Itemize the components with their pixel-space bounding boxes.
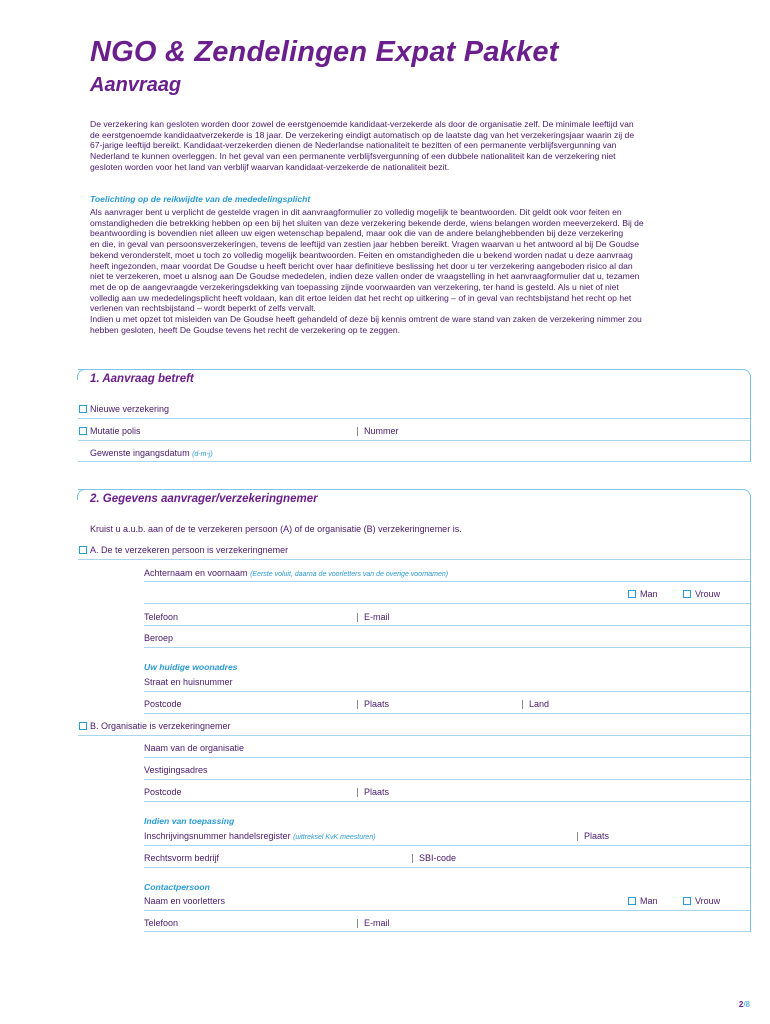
vestigingsadres-field[interactable] [144,779,750,780]
mutatie-polis-checkbox[interactable] [79,427,87,435]
reikwijdte-line: beantwoording is bovendien niet alleen uw eigen wetenschap bepalend, maar ook die van de andere belanghebbenden bij deze verzekering [90,228,624,239]
inschrijving-hint: (uittreksel KvK meesturen) [293,834,376,841]
rechtsvorm-label: Rechtsvorm bedrijf [144,853,220,863]
man-label: Man [640,589,658,599]
field-separator [357,919,358,928]
field-separator [412,854,413,863]
contact-telefoon-email-field[interactable] [144,931,750,932]
org-plaats-label: Plaats [364,787,390,797]
contact-vrouw-label: Vrouw [695,896,721,906]
reikwijdte-line: volledig aan uw mededelingsplicht heeft voldaan, kan dit ertoe leiden dat het recht op uitkering – of in geval van rechtsbijstand het recht op het [90,292,632,303]
intro-line: gesloten worden voor het land van verblijf waarvan kandidaat-verzekerde de nationaliteit bezit. [90,161,450,172]
page-current: 2 [738,1000,744,1009]
reikwijdte-line: en die, in geval van persoonsverzekeringen, tevens de leeftijd van zestien jaar hebben bereikt. Vragen waarvan u het antwoord al bij De Goudse [90,239,640,250]
option-a-label: A. De te verzekeren persoon is verzekeringnemer [90,545,289,555]
intro-line: 67-jarige leeftijd bereikt. Kandidaat-verzekerden dienen de Nederlandse nationaliteit te bezitten of een permanente verblijfsvergunning van [90,140,617,151]
land-label: Land [529,699,550,709]
option-a-checkbox[interactable] [79,546,87,554]
field-separator [357,700,358,709]
section-2-box [78,489,751,932]
field-separator [357,788,358,797]
man-checkbox[interactable] [628,590,636,598]
mutatie-nummer-field[interactable] [78,440,750,441]
contact-telefoon-label: Telefoon [144,918,179,928]
nieuwe-verzekering-checkbox[interactable] [79,405,87,413]
divider [78,418,750,419]
nummer-label: Nummer [364,426,399,436]
reikwijdte-line: Indien u met opzet tot misleiden van De Goudse heeft gehandeld of deze bij kennis omtrent de ware stand van zaken de verzekering nimmer zou [90,314,642,325]
rechtsvorm-sbi-field[interactable] [144,867,750,868]
ingangsdatum-label: Gewenste ingangsdatum (d-m-j) [90,448,213,458]
nieuwe-verzekering-label: Nieuwe verzekering [90,404,170,414]
divider [78,735,750,736]
page-number [739,1000,750,1009]
org-postcode-plaats-field[interactable] [144,801,750,802]
postcode-label: Postcode [144,699,182,709]
reikwijdte-line: niet te verzekeren, moet u alsnog aan De Goudse mededelen, indien deze vallen onder de vraagstelling in het aanvraagformulier dat u, tezamen [90,271,640,282]
document-title: NGO & Zendelingen Expat Pakket [90,36,559,68]
section-1-title: 1. Aanvraag betreft [90,373,194,385]
contact-man-label: Man [640,896,658,906]
straat-label: Straat en huisnummer [144,677,233,687]
achternaam-label: Achternaam en voornaam (Eerste voluit, daarna de voorletters van de overige voornamen) [144,568,449,578]
indien-heading: Indien van toepassing [144,816,235,826]
telefoon-label: Telefoon [144,612,179,622]
naam-voorletters-label: Naam en voorletters [144,896,226,906]
field-separator [357,427,358,436]
vrouw-checkbox[interactable] [683,590,691,598]
inschrijving-label: Inschrijvingsnummer handelsregister (uittreksel KvK meesturen) [144,831,376,841]
divider [78,559,750,560]
vrouw-label: Vrouw [695,589,721,599]
reikwijdte-line: hebben gesloten, heeft De Goudse tevens het recht de verzekering op te zeggen. [90,324,401,335]
straat-field[interactable] [144,691,750,692]
ingangsdatum-hint: (d-m-j) [192,451,213,458]
page-separator: / [743,1000,746,1009]
vestigingsadres-label: Vestigingsadres [144,765,208,775]
option-b-label: B. Organisatie is verzekeringnemer [90,721,231,731]
naam-organisatie-label: Naam van de organisatie [144,743,245,753]
contact-vrouw-checkbox[interactable] [683,897,691,905]
inschrijving-plaats-label: Plaats [584,831,610,841]
woonadres-heading: Uw huidige woonadres [144,662,238,672]
mutatie-polis-label: Mutatie polis [90,426,141,436]
intro-line: Nederland te kunnen overleggen. In het geval van een permanente verblijfsvergunning of een dubbele nationaliteit kan de verzekering niet [90,151,616,162]
achternaam-hint: (Eerste voluit, daarna de voorletters van de overige voornamen) [250,571,449,578]
reikwijdte-line: Als aanvrager bent u verplicht de gestelde vragen in dit aanvraagformulier zo volledig mogelijk te beantwoorden. Dit geldt ook voor feiten en [90,207,622,217]
beroep-field[interactable] [144,647,750,648]
contact-email-label: E-mail [364,918,390,928]
reikwijdte-line: heeft ingezonden, maar voordat De Goudse u heeft bericht over haar definitieve beslissing het door u ter verzekering aangeboden risico al dan [90,260,633,271]
intro-paragraph [90,119,735,173]
reikwijdte-line: omstandigheden die betrekking hebben op een bij het sluiten van deze verzekering bekende derde, wiens belangen worden meeverzekerd. Bij de [90,217,644,228]
beroep-label: Beroep [144,633,174,643]
sbi-label: SBI-code [419,853,457,863]
inschrijving-field[interactable] [144,845,750,846]
postcode-plaats-land-field[interactable] [144,713,750,714]
plaats-label: Plaats [364,699,390,709]
field-separator [577,832,578,841]
contact-man-checkbox[interactable] [628,897,636,905]
ingangsdatum-field[interactable] [78,461,750,462]
naam-voorletters-field[interactable] [144,910,750,911]
achternaam-field[interactable] [144,581,750,582]
field-separator [357,613,358,622]
intro-line: De verzekering kan gesloten worden door zowel de eerstgenoemde kandidaat-verzekerde als door de organisatie zelf. De minimale leeftijd van [90,119,634,129]
org-postcode-label: Postcode [144,787,182,797]
reikwijdte-line: verlenen van rechtsbijstand – wordt beperkt of zelfs vervalt. [90,303,316,314]
document-subtitle: Aanvraag [90,74,182,96]
reikwijdte-heading: Toelichting op de reikwijdte van de mededelingsplicht [90,194,311,204]
email-label: E-mail [364,612,390,622]
section-2-instruction: Kruist u a.u.b. aan of de te verzekeren persoon (A) of de organisatie (B) verzekeringnemer is. [90,524,462,534]
page-total: 8 [745,1000,750,1009]
reikwijdte-paragraph [90,207,735,335]
reikwijdte-line: bekend veronderstelt, moet u toch zo volledig mogelijk beantwoorden. Feiten en omstandigheden die u bekend worden nadat u deze aanvraag [90,249,633,260]
telefoon-email-field[interactable] [144,625,750,626]
contactpersoon-heading: Contactpersoon [144,882,210,892]
divider [144,603,750,604]
intro-line: de eerstgenoemde kandidaatverzekerde is 18 jaar. De verzekering eindigt automatisch op de laatste dag van het verzekeringsjaar waarin zij de [90,129,635,140]
reikwijdte-line: met de op de aangevraagde verzekeringsdekking van toepassing zijnde voorwaarden van verzekering, ter hand is gesteld. Als u niet of niet [90,281,619,292]
option-b-checkbox[interactable] [79,722,87,730]
section-2-title: 2. Gegevens aanvrager/verzekeringnemer [90,493,318,505]
naam-organisatie-field[interactable] [144,757,750,758]
field-separator [522,700,523,709]
